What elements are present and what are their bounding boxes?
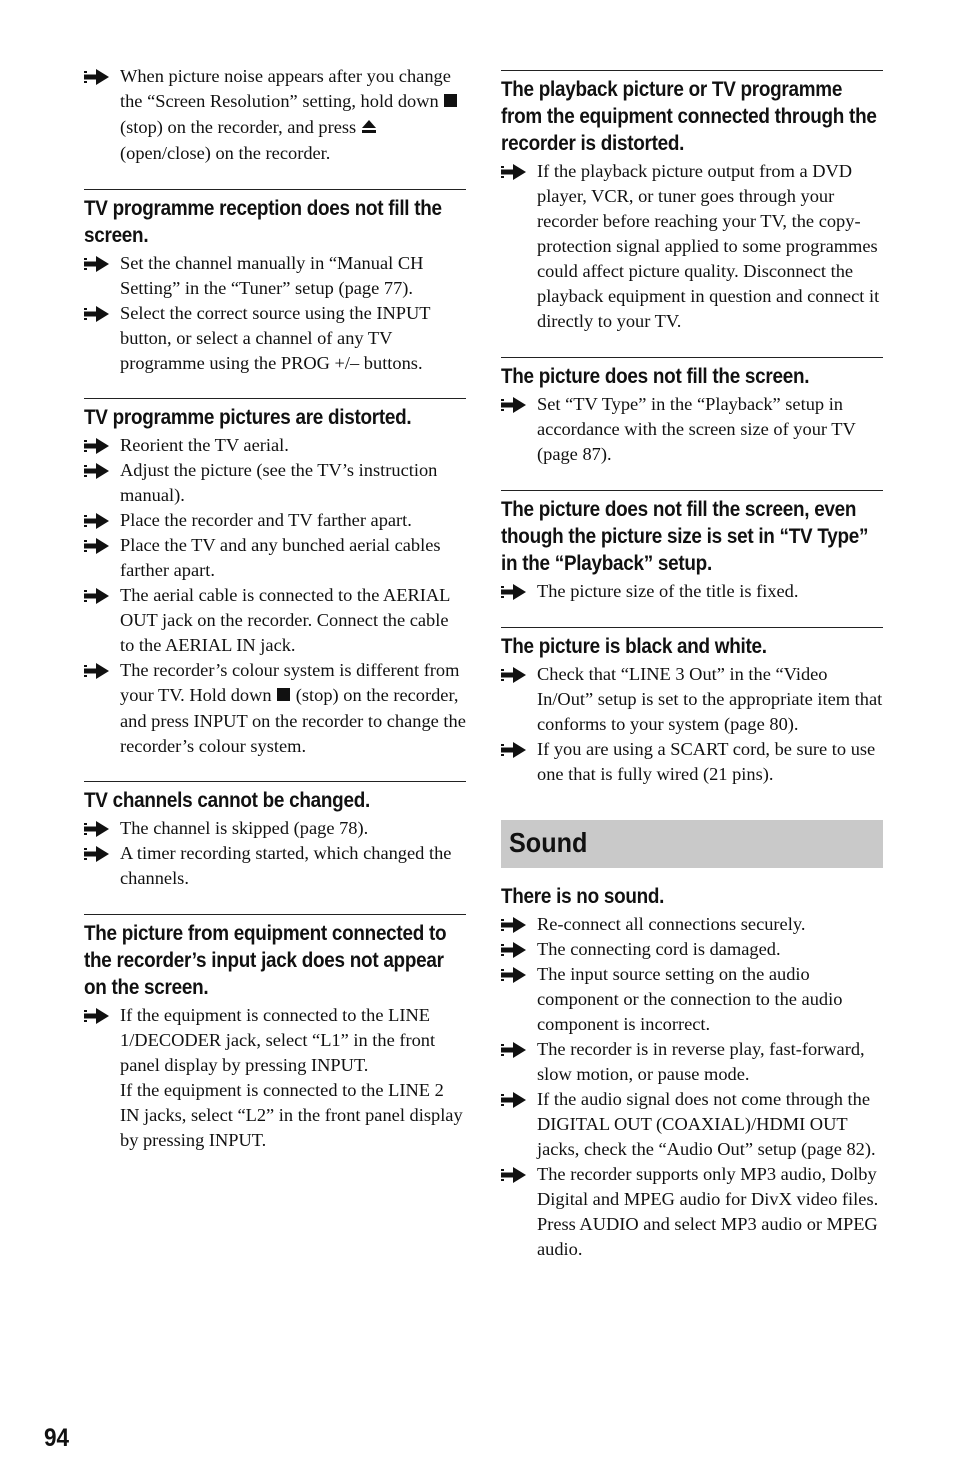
item-text: Re-connect all connections securely. — [537, 914, 806, 934]
section-heading: The playback picture or TV programme from the equipment connected through the recorder is distorted. — [501, 78, 877, 155]
eject-icon — [361, 116, 377, 141]
list-item — [501, 579, 883, 604]
arrow-right-icon — [84, 438, 110, 454]
arrow-right-icon — [501, 1092, 527, 1108]
list-item — [84, 658, 466, 759]
list-item — [501, 662, 883, 737]
arrow-right-icon — [84, 69, 110, 85]
item-text: The aerial cable is connected to the AERIAL OUT jack on the recorder. Connect the cable to the AERIAL IN jack. — [120, 585, 450, 655]
list-item — [84, 841, 466, 891]
list-item — [84, 1003, 466, 1153]
arrow-right-icon — [84, 256, 110, 272]
list-item — [84, 64, 466, 166]
sound-section-banner — [501, 820, 883, 868]
list-item — [501, 1037, 883, 1087]
arrow-right-icon — [84, 1008, 110, 1024]
list-item — [501, 159, 883, 334]
list-item — [84, 251, 466, 301]
item-text-part: (stop) on the recorder, and press — [120, 117, 361, 137]
arrow-right-icon — [84, 513, 110, 529]
section-heading: The picture from equipment connected to the recorder’s input jack does not appear on the screen. — [84, 922, 447, 999]
arrow-right-icon — [501, 1042, 527, 1058]
item-text: If the audio signal does not come through the DIGITAL OUT (COAXIAL)/HDMI OUT jacks, check the “Audio Out” setup (page 82). — [537, 1089, 876, 1159]
list-item — [84, 433, 466, 458]
list-item — [84, 458, 466, 508]
section-channels — [84, 781, 466, 891]
section-not-fill-even — [501, 490, 883, 604]
section-heading: TV programme pictures are distorted. — [84, 406, 412, 429]
arrow-right-icon — [84, 306, 110, 322]
list-item — [84, 533, 466, 583]
item-text: If the equipment is connected to the LINE 1/DECODER jack, select “L1” in the front panel display by pressing INPUT. — [120, 1005, 436, 1075]
section-not-fill — [501, 357, 883, 467]
item-text-part: (open/close) on the recorder. — [120, 143, 331, 163]
arrow-right-icon — [501, 667, 527, 683]
section-heading: There is no sound. — [501, 885, 665, 908]
arrow-right-icon — [501, 584, 527, 600]
item-text: Select the correct source using the INPUT button, or select a channel of any TV programme using the PROG +/– buttons. — [120, 303, 431, 373]
section-heading: TV programme reception does not fill the screen. — [84, 197, 442, 247]
arrow-right-icon — [84, 588, 110, 604]
item-text: The picture size of the title is fixed. — [537, 581, 799, 601]
arrow-right-icon — [84, 538, 110, 554]
item-text: A timer recording started, which changed the channels. — [120, 843, 452, 888]
item-text-part: (stop) on the recorder, and press INPUT on the recorder to change the recorder’s colour system. — [120, 685, 466, 756]
list-item — [84, 816, 466, 841]
item-text: Set the channel manually in “Manual CH Setting” in the “Tuner” setup (page 77). — [120, 253, 424, 298]
arrow-right-icon — [501, 967, 527, 983]
section-black-white — [501, 627, 883, 787]
item-text: The channel is skipped (page 78). — [120, 818, 369, 838]
item-text: Place the TV and any bunched aerial cables farther apart. — [120, 535, 441, 580]
arrow-right-icon — [501, 942, 527, 958]
list-item — [84, 583, 466, 658]
item-text: If the playback picture output from a DVD player, VCR, or tuner goes through your recorder before reaching your TV, the copy-protection signal applied to some programmes could affect picture quality. Disconnect the playback equipment in question and connect it directly to your TV. — [537, 161, 880, 331]
list-item — [501, 1162, 883, 1262]
list-item — [501, 1087, 883, 1162]
section-heading: The picture does not fill the screen, even though the picture size is set in “TV Type” in the “Playback” setup. — [501, 498, 869, 575]
section-heading: TV channels cannot be changed. — [84, 789, 370, 812]
item-text: Reorient the TV aerial. — [120, 435, 289, 455]
item-text: The recorder is in reverse play, fast-forward, slow motion, or pause mode. — [537, 1039, 865, 1084]
section-heading: The picture does not fill the screen. — [501, 365, 810, 388]
item-text: Check that “LINE 3 Out” in the “Video In/Out” setup is set to the appropriate item that conforms to your system (page 80). — [537, 664, 883, 734]
item-text: If you are using a SCART cord, be sure to use one that is fully wired (21 pins). — [537, 739, 876, 784]
arrow-right-icon — [501, 917, 527, 933]
page-number: 94 — [44, 1424, 70, 1452]
section-distorted — [84, 398, 466, 759]
item-text: Adjust the picture (see the TV’s instruction manual). — [120, 460, 438, 505]
list-item — [501, 737, 883, 787]
item-note: If the equipment is connected to the LINE 2 IN jacks, select “L2” in the front panel display by pressing INPUT. — [120, 1080, 463, 1150]
list-item — [501, 912, 883, 937]
section-playback-distorted — [501, 70, 883, 334]
item-text: Set “TV Type” in the “Playback” setup in accordance with the screen size of your TV (page 87). — [537, 394, 856, 464]
item-text-part: When picture noise appears after you change the “Screen Resolution” setting, hold down — [120, 66, 451, 111]
arrow-right-icon — [84, 821, 110, 837]
list-item — [501, 962, 883, 1037]
list-item — [84, 508, 466, 533]
list-item — [84, 301, 466, 376]
section-input-jack — [84, 914, 466, 1153]
arrow-right-icon — [501, 742, 527, 758]
stop-icon — [443, 90, 458, 115]
intro-section — [84, 64, 466, 166]
item-text: Place the recorder and TV farther apart. — [120, 510, 412, 530]
arrow-right-icon — [84, 463, 110, 479]
arrow-right-icon — [501, 164, 527, 180]
section-no-sound — [501, 878, 883, 1262]
item-text: The input source setting on the audio component or the connection to the audio component is incorrect. — [537, 964, 843, 1034]
stop-icon — [276, 684, 291, 709]
section-heading: The picture is black and white. — [501, 635, 767, 658]
list-item — [501, 937, 883, 962]
arrow-right-icon — [501, 397, 527, 413]
arrow-right-icon — [84, 663, 110, 679]
section-reception — [84, 189, 466, 376]
list-item — [501, 392, 883, 467]
arrow-right-icon — [501, 1167, 527, 1183]
banner-title: Sound — [509, 827, 588, 858]
item-text-part: The recorder’s colour system is different from your TV. Hold down — [120, 660, 460, 705]
item-text: The recorder supports only MP3 audio, Dolby Digital and MPEG audio for DivX video files. Press AUDIO and select MP3 audio or MPEG audio. — [537, 1164, 879, 1259]
arrow-right-icon — [84, 846, 110, 862]
item-text: The connecting cord is damaged. — [537, 939, 781, 959]
